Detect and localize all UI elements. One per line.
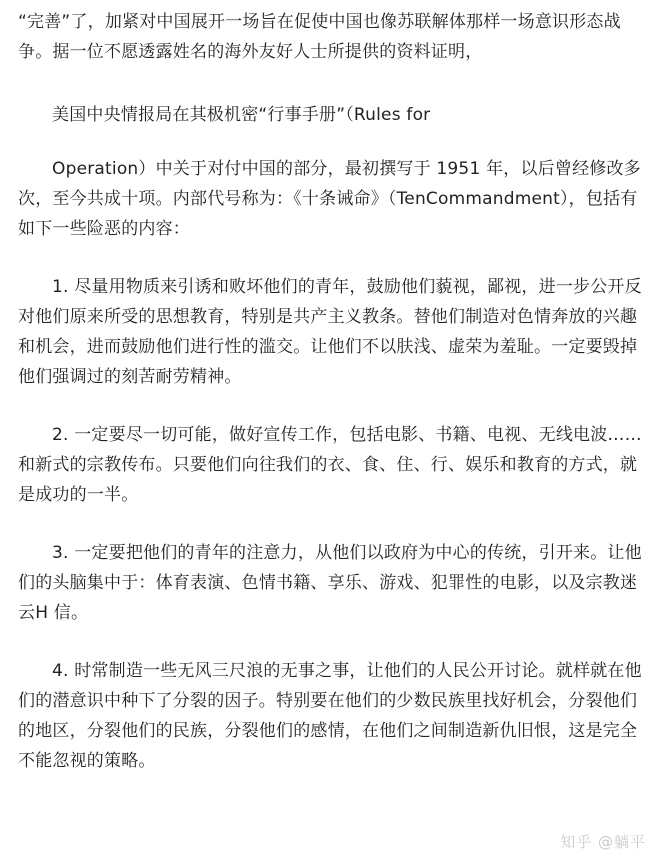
paragraph-item-2: 2. 一定要尽一切可能，做好宣传工作，包括电影、书籍、电视、无线电波……和新式的宗教传布。只要他们向往我们的衣、食、住、行、娱乐和教育的方式，就是成功的一半。 — [18, 425, 642, 505]
paragraph-item-1: 1. 尽量用物质来引诱和败坏他们的青年，鼓励他们藐视，鄙视，进一步公开反对他们原来所受的思想教育，特别是共产主义教条。替他们制造对色情奔放的兴趣和机会，进而鼓励他们进行性的滥交。让他们不以肤浅、虚荣为羞耻。一定要毁掉他们强调过的刻苦耐劳精神。 — [18, 277, 642, 387]
paragraph-operation: Operation）中关于对付中国的部分，最初撰写于 1951 年，以后曾经修改多次，至今共成十项。内部代号称为：《十条诫命》（TenCommandment），包括有如下一些险恶的内容： — [18, 159, 641, 239]
paragraph-item-4: 4. 时常制造一些无风三尺浪的无事之事，让他们的人民公开讨论。就样就在他们的潜意识中种下了分裂的因子。特别要在他们的少数民族里找好机会，分裂他们的地区，分裂他们的民族，分裂他们的感情，在他们之间制造新仇旧恨，这是完全不能忽视的策略。 — [18, 661, 642, 771]
paragraph-item-3: 3. 一定要把他们的青年的注意力，从他们以政府为中心的传统，引开来。让他们的头脑集中于：体育表演、色情书籍、享乐、游戏、犯罪性的电影，以及宗教迷云H 信。 — [18, 543, 642, 623]
zhihu-watermark: 知乎 @躺平 — [560, 833, 646, 851]
paragraph-cia-manual: 美国中央情报局在其极机密“行事手册”（Rules for — [52, 105, 431, 125]
paragraph-intro: “完善”了，加紧对中国展开一场旨在促使中国也像苏联解体那样一场意识形态战争。据一位不愿透露姓名的海外友好人士所提供的资料证明， — [18, 12, 621, 62]
